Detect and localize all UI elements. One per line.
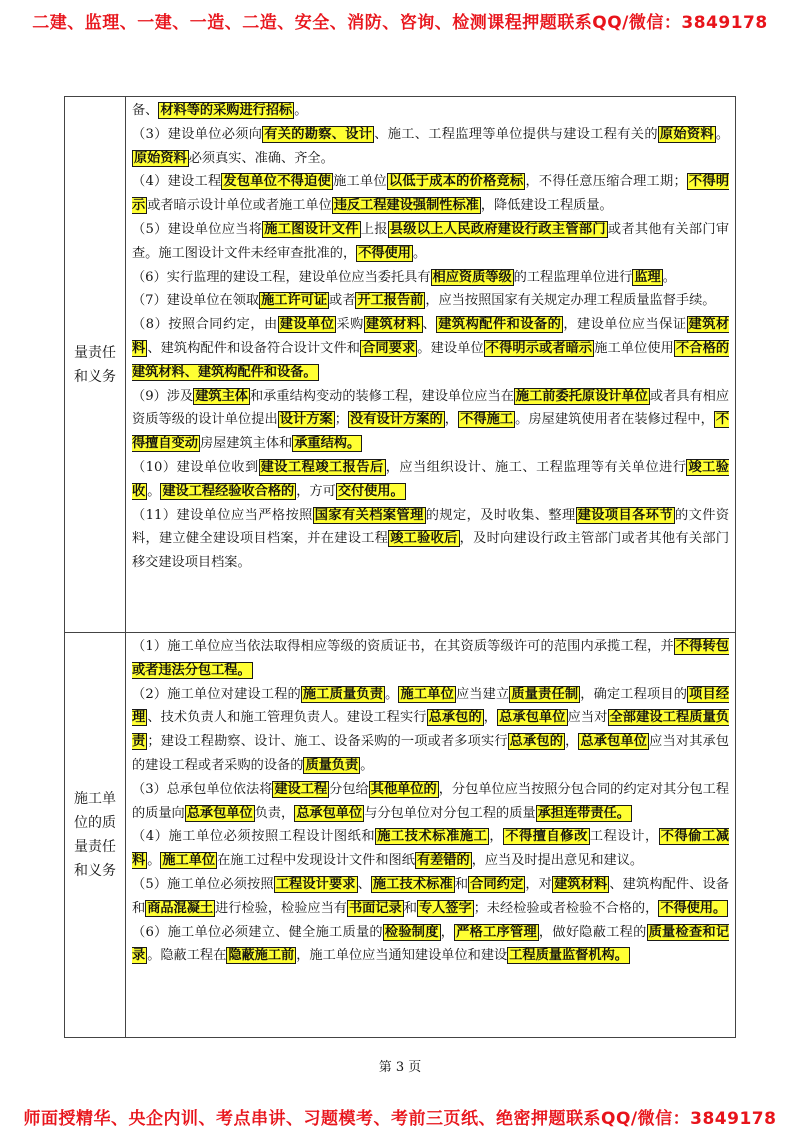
highlighted-term: 质量负责	[305, 757, 359, 773]
clause-text: 或者暗示设计单位或者施工单位	[147, 198, 332, 214]
clause-text: 。	[360, 757, 374, 773]
clause-text: 进行检验，检验应当有	[215, 900, 347, 916]
highlighted-term: 不得施工	[460, 412, 514, 428]
clause-paragraph	[132, 873, 729, 921]
clause-text: ，应当及时提出意见和建议。	[471, 853, 644, 869]
clause-text: （5）施工单位必须按照	[132, 876, 274, 892]
clause-paragraph	[132, 170, 729, 218]
clause-text: 。	[662, 269, 676, 285]
highlighted-term: 建设单位	[279, 317, 335, 333]
clause-text: ，对	[525, 876, 553, 892]
clause-text: 。隐蔽工程在	[147, 948, 227, 964]
clause-text: 。	[147, 483, 161, 499]
clause-text: ，不得任意压缩合理工期；	[525, 174, 687, 190]
clause-text: ；未经检验或者检验不合格的，	[473, 900, 659, 916]
clause-text: 施工单位	[333, 174, 387, 190]
clause-text: ；	[334, 412, 348, 428]
highlighted-term: 施工单位	[162, 853, 216, 869]
highlighted-term: 专人签字	[418, 900, 472, 916]
clause-text: 、建筑构配件和设备符合设计文件和	[147, 340, 361, 356]
highlighted-term: 其他单位的	[370, 781, 437, 797]
highlighted-term: 施工前委托原设计单位	[515, 388, 648, 404]
clause-text: （4）建设工程	[132, 174, 222, 190]
clause-text: ，应当组织设计、施工、工程监理等有关单位进行	[385, 459, 687, 475]
clause-text: 、施工、工程监理等单位提供与建设工程有关的	[374, 126, 658, 142]
clause-text: ，应当按照国家有关规定办理工程质量监督手续。	[425, 293, 716, 309]
clause-text: 。	[715, 126, 730, 142]
table-row-contractor-duties	[65, 633, 736, 1038]
clause-text: 在施工过程中发现设计文件和图纸	[217, 853, 415, 869]
highlighted-term: 施工技术标准	[372, 876, 453, 892]
clause-text: 的文件资料，建立健全建设项目档案，并在建设工程	[132, 507, 730, 547]
highlighted-term: 不得转包或者违法分包工程。	[132, 639, 729, 678]
clause-text: ，	[489, 829, 504, 845]
highlighted-term: 有关的勘察、设计	[264, 126, 373, 142]
clause-text: 应当建立	[455, 686, 510, 702]
highlighted-term: 建设工程竣工报告后	[260, 459, 384, 475]
row-label-text: 量责任和义务	[74, 344, 116, 385]
highlighted-term: 材料等的采购进行招标	[160, 103, 293, 118]
highlighted-term: 施工单位	[400, 686, 454, 702]
clause-text: （4）施工单位必须按照工程设计图纸和	[132, 829, 376, 845]
highlighted-term: 不得擅自修改	[505, 829, 588, 845]
clause-paragraph	[132, 504, 729, 575]
clause-text: （9）涉及	[132, 388, 194, 404]
clause-text: 、技术负责人和施工管理负责人。建设工程实行	[147, 710, 427, 726]
clause-text: 与分包单位对分包工程的质量	[364, 805, 536, 821]
clause-paragraph	[132, 825, 729, 873]
clause-text: 采购	[336, 317, 364, 333]
clause-paragraph	[132, 289, 729, 313]
clause-text: 。房屋建筑使用者在装修过程中，	[515, 412, 714, 428]
highlighted-term: 建筑主体	[195, 388, 248, 404]
clause-text: （10）建设单位收到	[132, 459, 259, 475]
highlighted-term: 县级以上人民政府建设行政主管部门	[389, 221, 606, 237]
bottom-promo-banner: 师面授精华、央企内训、考点串讲、习题模考、考前三页纸、绝密押题联系QQ/微信：3849178	[23, 1109, 777, 1129]
clause-text: ，方可	[296, 483, 336, 499]
clause-text: 。	[294, 103, 308, 118]
clause-text: ，建设单位应当保证	[563, 317, 687, 333]
clause-text: 。	[147, 853, 161, 869]
clause-text: 工程设计，	[589, 829, 659, 845]
clause-text: （8）按照合同约定，由	[132, 317, 278, 333]
clause-paragraph	[132, 218, 729, 266]
clause-paragraph	[132, 99, 729, 123]
highlighted-term: 施工技术标准施工	[377, 829, 488, 845]
row-content	[126, 97, 736, 633]
clause-text: （7）建设单位在领取	[132, 293, 260, 309]
highlighted-term: 建设工程经验收合格的	[162, 483, 295, 499]
clause-text: 和	[454, 876, 469, 892]
clause-text: （5）建设单位应当将	[132, 221, 263, 237]
clause-text: 、	[357, 876, 371, 892]
clause-text: 。建设单位	[417, 340, 484, 356]
clause-text: 。	[385, 686, 399, 702]
clause-text: 上报	[360, 221, 388, 237]
highlighted-term: 建设项目各环节	[577, 507, 673, 523]
clause-text: 、建筑构配件、设备和	[132, 876, 730, 916]
highlighted-term: 竣工验收	[132, 459, 729, 499]
clause-text: ，	[444, 412, 459, 428]
highlighted-term: 不得使用。	[660, 900, 727, 916]
clause-text: 和承重结构变动的装修工程，建设单位应当在	[249, 388, 514, 404]
highlighted-term: 质量责任制	[511, 686, 579, 702]
clause-text: （1）施工单位应当依法取得相应等级的资质证书，在其资质等级许可的范围内承揽工程，并	[132, 639, 674, 654]
highlighted-term: 设计方案	[279, 412, 333, 428]
clause-paragraph	[132, 456, 729, 504]
clause-text: ，施工单位应当通知建设单位和建设	[296, 948, 508, 964]
highlighted-term: 商品混凝土	[147, 900, 214, 916]
clause-text: 、	[422, 317, 437, 333]
clause-text: ，做好隐蔽工程的	[538, 924, 647, 940]
clause-text: 或者具有相应资质等级的设计单位提出	[132, 388, 730, 428]
row-label-text: 施工单位的质量责任和义务	[74, 791, 116, 879]
clause-text: （3）建设单位必须向	[132, 126, 263, 142]
clause-text: 必须真实、准确、齐全。	[188, 150, 334, 166]
clause-text: （3）总承包单位依法将	[132, 781, 273, 797]
highlighted-term: 全部建设工程质量负责	[132, 710, 730, 750]
clause-text: 的规定，及时收集、整理	[425, 507, 576, 523]
highlighted-term: 项目经理	[132, 686, 730, 726]
clause-text: 分包给	[329, 781, 369, 797]
responsibility-table	[64, 96, 736, 1038]
clause-text: 备、	[132, 103, 159, 118]
highlighted-term: 承担连带责任。	[537, 805, 630, 821]
highlighted-term: 发包单位不得迫使	[223, 174, 332, 190]
highlighted-term: 原始资料	[134, 150, 187, 166]
highlighted-term: 质量检查和记录	[132, 924, 730, 964]
clause-text: 或者其他有关部门审查。施工图设计文件未经审查批准的，	[132, 221, 730, 261]
highlighted-term: 不得擅自变动	[132, 412, 730, 452]
highlighted-term: 不合格的建筑材料、建筑构配件和设备。	[132, 340, 730, 380]
highlighted-term: 总承包的	[509, 734, 564, 750]
highlighted-term: 国家有关档案管理	[314, 507, 424, 523]
clause-text: 房屋建筑主体和	[199, 436, 293, 452]
clause-paragraph	[132, 683, 729, 778]
highlighted-term: 违反工程建设强制性标准	[333, 198, 479, 214]
highlighted-term: 以低于成本的价格竞标	[388, 174, 524, 190]
highlighted-term: 交付使用。	[337, 483, 404, 499]
highlighted-term: 不得明示	[132, 174, 730, 214]
highlighted-term: 工程质量监督机构。	[509, 948, 628, 964]
highlighted-term: 工程设计要求	[275, 876, 356, 892]
clause-text: ，分包单位应当按照分包合同的约定对其分包工程的质量向	[132, 781, 730, 821]
highlighted-term: 检验制度	[384, 924, 439, 940]
clause-paragraph	[132, 635, 729, 683]
clause-text: 或者	[329, 293, 356, 309]
clause-text: 施工单位使用	[594, 340, 674, 356]
clause-paragraph	[132, 778, 729, 826]
highlighted-term: 建筑材料	[365, 317, 421, 333]
highlighted-term: 严格工序管理	[456, 924, 537, 940]
clause-text: ；建设工程勘察、设计、施工、设备采购的一项或者多项实行	[147, 734, 508, 750]
highlighted-term: 隐蔽施工前	[228, 948, 295, 964]
row-label	[65, 97, 126, 633]
clause-text: 应当对其承包的建设工程或者采购的设备的	[132, 734, 730, 773]
clause-text: 的工程监理单位进行	[513, 269, 633, 285]
clause-text: ，及时向建设行政主管部门或者其他有关部门移交建设项目档案。	[132, 531, 730, 571]
clause-text: 。	[412, 245, 427, 261]
top-promo-banner: 二建、监理、一建、一造、二造、安全、消防、咨询、检测课程押题联系QQ/微信：3849178	[32, 13, 768, 33]
highlighted-term: 书面记录	[349, 900, 402, 916]
page-number: 第 3 页	[378, 1060, 422, 1075]
highlighted-term: 相应资质等级	[432, 269, 512, 285]
table-row-owner-duties	[65, 97, 736, 633]
highlighted-term: 建设工程	[274, 781, 328, 797]
highlighted-term: 建筑材料	[554, 876, 608, 892]
clause-paragraph	[132, 313, 729, 384]
row-content	[126, 633, 736, 1038]
clause-text: （2）施工单位对建设工程的	[132, 686, 301, 702]
clause-paragraph	[132, 123, 729, 171]
highlighted-term: 建筑构配件和设备的	[438, 317, 562, 333]
clause-paragraph	[132, 921, 729, 969]
highlighted-term: 施工图设计文件	[264, 221, 359, 237]
clause-text: （6）施工单位必须建立、健全施工质量的	[132, 924, 383, 940]
highlighted-term: 合同要求	[362, 340, 416, 356]
highlighted-term: 不得偷工减料	[132, 829, 730, 869]
highlighted-term: 原始资料	[659, 126, 714, 142]
highlighted-term: 总承包单位	[499, 710, 566, 726]
highlighted-term: 总承包的	[428, 710, 482, 726]
highlighted-term: 开工报告前	[357, 293, 424, 309]
row-label	[65, 633, 126, 1038]
clause-text: （11）建设单位应当严格按照	[132, 507, 313, 523]
clause-text: ，降低建设工程质量。	[480, 198, 613, 214]
clause-paragraph	[132, 385, 729, 456]
highlighted-term: 没有设计方案的	[349, 412, 443, 428]
highlighted-term: 施工质量负责	[302, 686, 384, 702]
highlighted-term: 总承包单位	[580, 734, 648, 750]
highlighted-term: 不得明示或者暗示	[485, 340, 593, 356]
clause-text: 和	[403, 900, 417, 916]
clause-paragraph	[132, 266, 729, 290]
clause-text: 负责，	[254, 805, 295, 821]
clause-text: ，	[565, 734, 579, 750]
highlighted-term: 承重结构。	[294, 436, 361, 452]
highlighted-term: 监理	[634, 269, 661, 285]
highlighted-term: 总承包单位	[186, 805, 253, 821]
highlighted-term: 总承包单位	[296, 805, 363, 821]
clause-text: ，	[440, 924, 455, 940]
highlighted-term: 不得使用	[358, 245, 411, 261]
highlighted-term: 建筑材料	[132, 317, 730, 356]
highlighted-term: 施工许可证	[261, 293, 328, 309]
clause-text: 应当对	[567, 710, 608, 726]
clause-text: ，确定工程项目的	[580, 686, 688, 702]
highlighted-term: 合同约定	[470, 876, 524, 892]
highlighted-term: 竣工验收后	[390, 531, 458, 547]
clause-text: ，	[483, 710, 498, 726]
clause-text: （6）实行监理的建设工程，建设单位应当委托具有	[132, 269, 431, 285]
highlighted-term: 有差错的	[416, 853, 470, 869]
